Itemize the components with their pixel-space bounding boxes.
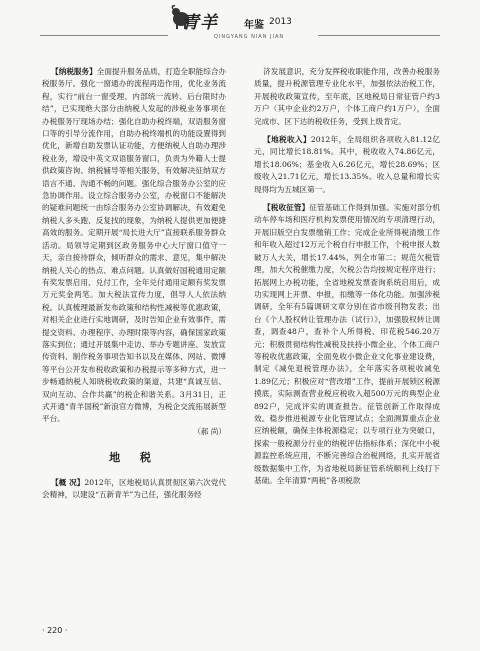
section-label-revenue: 【地税收入】 (263, 135, 311, 145)
section-label-tax-service: 【纳税服务】 (51, 67, 97, 76)
collection-text: 征管基础工作得到加强。实施对部分机动车停车场和医疗机构发票使用情况的专项清理行动，开展旧版空白发票缴销工作；完成企业所得税清缴工作和年收入超过12万元个税自行申报工作，个税申报人数破万人大关，增长17.44%，列全市第二；规范欠税管理，加大欠税催缴力度，欠税公告均按规定程序进行；拓展网上办税功能，全省地税发票查询系统启用后，成功实现网上开票、申报，扣缴等一体化功能。加强涉税调研，全年有5篇调研文章分别在省市级刊物发表；出台《个人股权转让管理办法（试行）》，加强股权转让调查，调查48户，查补个人所得税、印花税546.20万元；积极贯彻结构性减税及扶持小微企业、个体工商户等税收优惠政策，全面免收小微企业文化事业建设费，制定《减免退税管理办法》，全年落实各项税收减免1.89亿元；积极应对“营改增”工作，提前开展锁区税源摸底，实际测查营业税应税收入超500万元的典型企业892户，完成评实的调查报告。征管创新工作取得成效。稳步推进税源专业化管理试点；全面测算重点企业应纳税额，确保主体税源稳定；以专项行业为突破口，探索一般税源分行业的纳税评估指标体系；深化中小税源监控系统应用，不断完善综合治税网络，扎实开展省级数据集中工作，为省地税局新征管系统顺利上线打下基础。全年清算“两税”各项税款 (254, 203, 440, 485)
left-column (42, 66, 226, 507)
paragraph-tax-collection (254, 202, 440, 487)
section-label-collection: 【税收征管】 (263, 203, 310, 213)
paragraph-overview (42, 477, 226, 502)
logo-brand-text: 青羊 (182, 13, 218, 33)
paragraph-overview-continued (254, 66, 440, 128)
revenue-text: 2012年，全局组织各项收入81.12亿元，同比增长18.81%。其中，税收收入74.86亿元，增长18.06%；基金收入6.26亿元，增长28.69%；区级收入21.71亿元，增长13.35%。收入总量和增长实现得均为五城区第一。 (254, 135, 440, 194)
page-header (0, 0, 480, 52)
section-title-local-tax: 地 税 (109, 451, 159, 465)
overview-text: 2012年，区地税局认真贯彻区第六次党代会精神，以建设“五新青羊”为己任，强化服务经 (42, 477, 226, 499)
tax-service-text: 全面提升服务品质，打造全职能综合办税服务厅。强化一窗通办的流程再造作用，优化业务流程，实行“前台一窗受理、内部统一流转、后台限时办结”，已实现绝大部分由纳税人发起的涉税业务事项在办税服务厅现场办结；强化自助办税终端，双语服务窗口等的引导分流作用，自助办税终端机的功能设置得到优化，新增自助发票认证功能，方便纳税人自助办理涉税业务，增设中英文双语服务窗口，负责为外籍人士提供政策咨询、纳税辅导等相关服务，有效解决征纳双方语言不通、沟通不畅的问题。强化综合服务办公室的应急协调作用。设立综合服务办公室，办税窗口不能解决的疑难问题统一由综合服务办公室协调解决，有效避免纳税人多头跑、反复找的现象，为纳税人提供更加便捷高效的服务。定期开展“局长进大厅”直接联系服务群众活动。局领导定期到区政务服务中心大厅窗口值守一天，亲自接待群众，倾听群众的需求、意见，集中解决纳税人关心的热点、难点问题。认真做好国税通用定额有奖发票启用、兑付工作，全年兑付通用定额有奖发票万元奖金两笔。加大税法宣传力度，倡导人人依法纳税。认真梳理最新发布政策和结构性减税等优惠政策，对相关企业进行实地调研，及时告知企业有效事件，需提交资料、办理程序、办理时限等内容，确保国家政策落实到位；通过开展集中走访、举办专题讲座、发放宣传资料、制作税务事项告知书以及在媒体、网站、微博等平台公开发布税收政策和办税提示等多种方式，进一步畅通纳税人知晓税收政策的渠道，共建“真诚互信、双向互动、合作共赢”的税企和谐关系。3月31日，正式开通“青羊国税”新浪官方微博，为税企交流拓展新型平台。 (42, 67, 227, 424)
logo-yearbook-text: 年鉴 (244, 20, 264, 31)
paragraph-tax-service (42, 66, 226, 438)
page-number: · 220 · (42, 626, 68, 635)
logo-subtitle: QINGYANG NIAN JIAN (214, 34, 285, 40)
overview-continued-text: 济发展意识，充分发挥税收职能作用，改善办税服务质量，提升税源管理专业化水平，加强依法治税工作，开展税收政策宣传，至年底，区地税局日常征管户约3万户（其中企业约2万户，个体工商户约1万户），全面完成市、区下达的税收任务，受到上级肯定。 (254, 67, 440, 126)
logo-year: 2013 (269, 17, 292, 27)
section-label-overview: 【概 况】 (51, 477, 85, 487)
yearbook-logo (168, 2, 318, 48)
paragraph-local-tax-revenue (254, 134, 440, 196)
right-column (254, 66, 440, 493)
author-signature: （郝 尚） (193, 426, 226, 436)
